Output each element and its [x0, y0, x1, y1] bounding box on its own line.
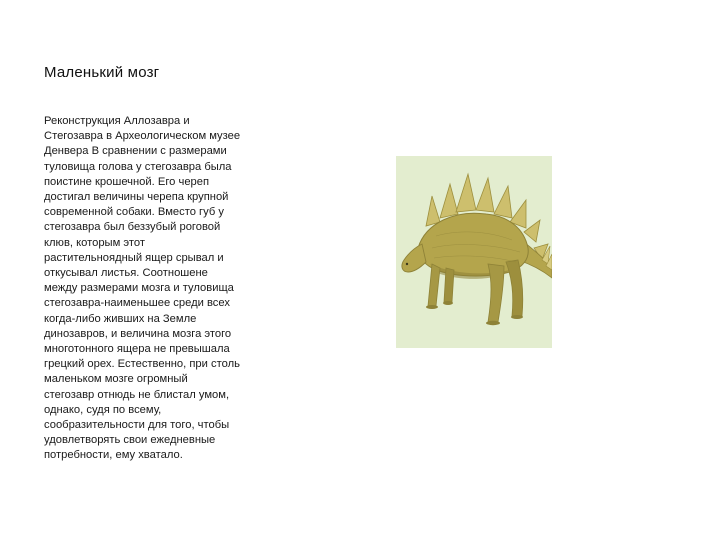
slide-body-text: Реконструкция Аллозавра и Стегозавра в Археологическом музее Денвера В сравнении с размерами туловища голова у стегозавра была поистине крошечной. Его череп достигал величины черепа крупной современной собаки. Вместо губ у стегозавра был беззубый роговой клюв, которым этот растительноядный ящер срывал и откусывал листья. Соотношене между размерами мозга и туловища стегозавра-наименьшее среди всех когда-либо живших на Земле динозавров, и величина мозга этого многотонного ящера не превышала грецкий орех. Естественно, при столь маленьком мозге огромный стегозавр отнюдь не блистал умом, однако, судя по всему, сообразительности для того, чтобы удовлетворять свои ежедневные потребности, ему хватало. [44, 115, 241, 462]
slide-title: Маленький мозг [44, 64, 160, 81]
stegosaurus-illustration [396, 156, 552, 348]
